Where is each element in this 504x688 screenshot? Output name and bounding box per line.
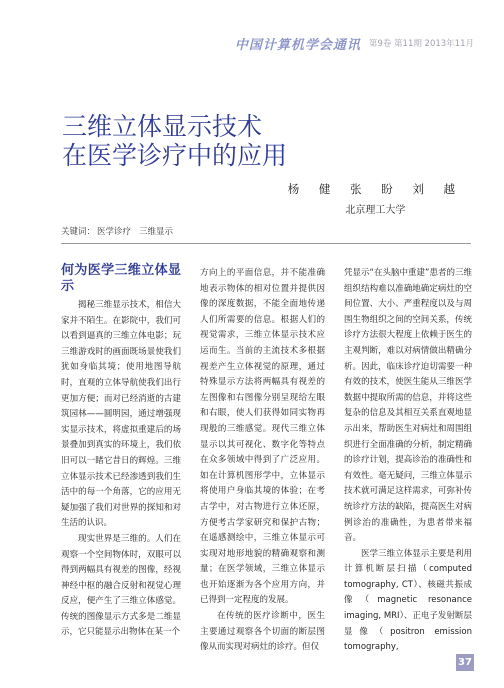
- issue-info: 第9卷 第11期 2013年11月: [368, 39, 474, 49]
- paragraph: 在传统的医疗诊断中，医生主要通过观察各个切面的断层图像从而实现对病灶的诊疗。但仅: [200, 611, 325, 653]
- author-block: [288, 181, 463, 216]
- page-number: 37: [456, 654, 474, 671]
- divider-rule: [61, 243, 471, 244]
- article-title-line-2: 在医学诊疗中的应用: [62, 141, 288, 170]
- section-heading: 何为医学三维立体显示: [61, 263, 181, 294]
- author-names: 杨 健 张 盼 刘 越: [287, 182, 463, 196]
- paragraph: 现实世界是三维的。人们在观察一个空间物体时，双眼可以得到两幅具有视差的图像，经视神经中枢的融合反射和视觉心理反应，便产生了三维立体感觉。传统的图像显示方式多是二维显示，它只能显示出物体在某一个: [61, 533, 181, 638]
- text-column-1: [61, 263, 181, 641]
- text-column-3: [344, 266, 472, 656]
- article-title-line-1: 三维立体显示技术: [62, 112, 263, 141]
- keyword-item: 医学诊疗: [97, 227, 132, 237]
- paragraph: 方向上的平面信息，并不能准确地表示物体的相对位置并提供因像的深度数据，不能全面地传递人们所需要的信息。根据人们的视觉需求，三维立体显示技术应运而生。当前的主流技术多根据视差产生立体视觉的原理，通过特殊显示方法将两幅具有视差的左图像和右图像分别呈现给左眼和右眼，使人们获得如同实物再现般的三维感觉。现代三维立体显示以其可视化、数字化等特点在众多领域中得到了广泛应用。如在计算机图形学中，立体显示将使用户身临其境的体验；在考古学中，对古物进行立体还原，方便考古学家研究和保护古物；在遥感测绘中，三维立体显示可实现对地形地貌的精确观察和测量；在医学领域，三维立体显示也开始逐渐为各个应用方向，并已得到一定程度的发展。: [200, 268, 325, 606]
- article-title: [62, 112, 287, 170]
- author-institution: 北京理工大学: [345, 205, 406, 216]
- paragraph: 凭显示“在头脑中重建”患者的三维组织结构难以准确地确定病灶的空间位置、大小、严重程度以及与周围生物组织之间的空间关系，传统诊疗方法很大程度上依赖于医生的主观判断，难以对病情做出精确分析。因此，临床诊疗迫切需要一种有效的技术，使医生能从三维医学数据中提取所需的信息，并将这些复杂的信息及其相互关系直观地显示出来，帮助医生对病灶和周围组织进行全面准确的分析，制定精确的诊疗计划，提高诊治的准确性和有效性。毫无疑问，三维立体显示技术就可满足这样需求，可弥补传统诊疗方法的缺陷，提高医生对病例诊治的准确性，为患者带来福音。: [344, 268, 472, 544]
- keyword-item: 三维显示: [139, 227, 174, 237]
- journal-header: [0, 33, 504, 53]
- keywords: [61, 225, 181, 237]
- keywords-label: 关键词：: [61, 227, 96, 237]
- journal-name: 中国计算机学会通讯: [234, 37, 361, 53]
- paragraph: 揭秘三维显示技术，相信大家并不陌生。在影院中，我们可以看到逼真的三维立体电影；玩三维游戏时的画面既场景使我们犹如身临其境；使用地图导航时，直观的立体导航使我们出行更加方便；而对已经消逝的古建筑园林——圆明园，通过增强现实显示技术，将虚拟重建后的场景叠加到真实的环境上，我们依旧可以一睹它昔日的辉煌。三维立体显示技术已经渗透到我们生活中的每一个角落，它的应用无疑加强了我们对世界的探知和对生活的认识。: [61, 300, 181, 529]
- text-column-2: [200, 266, 325, 656]
- paragraph: 医学三维立体显示主要是利用计算机断层扫描（computed tomography, CT）、核磁共振成像（magnetic resonance imaging, MRI）、正电子发射断层显像（positron emission tomography,: [344, 548, 472, 653]
